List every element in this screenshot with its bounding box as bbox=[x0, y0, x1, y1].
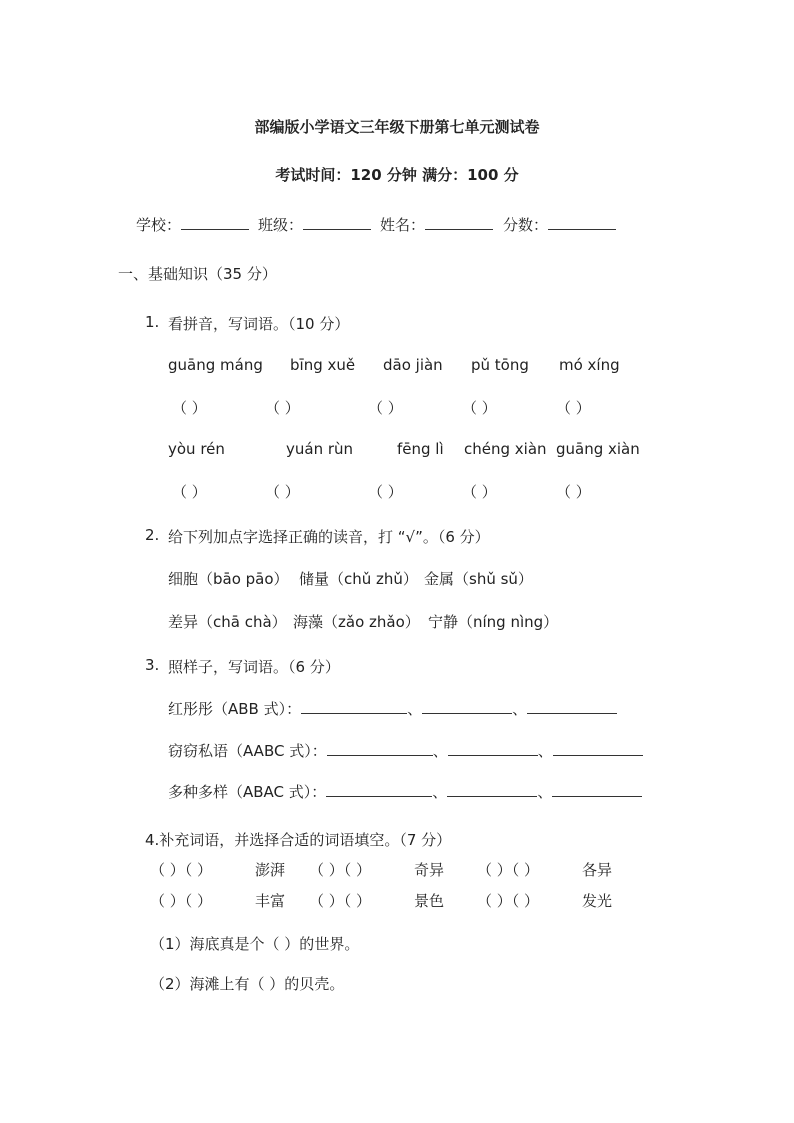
page-title: 部编版小学语文三年级下册第七单元测试卷 bbox=[254, 118, 540, 136]
field-name bbox=[380, 214, 493, 235]
answer-blank[interactable]: （ ） bbox=[556, 483, 591, 501]
pinyin-item: guāng máng bbox=[168, 356, 263, 374]
reading-choice[interactable]: 金属（shǔ sǔ） bbox=[424, 570, 533, 588]
pattern-label: 窃窃私语（AABC 式）： bbox=[168, 742, 327, 760]
word-blank[interactable] bbox=[422, 699, 512, 714]
score-blank[interactable] bbox=[548, 215, 616, 230]
word-blank[interactable] bbox=[327, 741, 433, 756]
pinyin-item: pǔ tōng bbox=[471, 356, 529, 374]
separator: 、 bbox=[432, 783, 448, 801]
pinyin-item: bīng xuě bbox=[290, 356, 356, 374]
class-blank[interactable] bbox=[303, 215, 371, 230]
fill-pair[interactable]: （ ）（ ） bbox=[309, 892, 372, 910]
word-item: 发光 bbox=[582, 892, 613, 910]
q1-number: 1. bbox=[145, 313, 160, 331]
field-class bbox=[258, 214, 371, 235]
separator: 、 bbox=[432, 742, 448, 760]
school-blank[interactable] bbox=[181, 215, 249, 230]
word-blank[interactable] bbox=[552, 782, 642, 797]
field-name-label: 姓名： bbox=[380, 216, 426, 234]
exam-info: 考试时间：120 分钟 满分：100 分 bbox=[275, 166, 519, 184]
pinyin-item: fēng lì bbox=[397, 440, 444, 458]
word-item: 景色 bbox=[414, 892, 445, 910]
q3-number: 3. bbox=[145, 656, 160, 674]
word-blank[interactable] bbox=[326, 782, 432, 797]
reading-choice[interactable]: 宁静（níng nìng） bbox=[428, 613, 559, 631]
reading-choice[interactable]: 海藻（zǎo zhǎo） bbox=[293, 613, 420, 631]
word-blank[interactable] bbox=[301, 699, 407, 714]
word-item: 奇异 bbox=[414, 861, 445, 879]
word-item: 各异 bbox=[582, 861, 613, 879]
word-blank[interactable] bbox=[448, 741, 538, 756]
word-blank[interactable] bbox=[447, 782, 537, 797]
pinyin-item: chéng xiàn bbox=[464, 440, 547, 458]
q2-number: 2. bbox=[145, 526, 160, 544]
q1-instruction: 看拼音，写词语。（10 分） bbox=[168, 315, 350, 333]
answer-blank[interactable]: （ ） bbox=[462, 399, 497, 417]
answer-blank[interactable]: （ ） bbox=[368, 399, 403, 417]
word-blank[interactable] bbox=[553, 741, 643, 756]
field-class-label: 班级： bbox=[258, 216, 304, 234]
pattern-label: 红彤彤（ABB 式）： bbox=[168, 700, 302, 718]
fill-pair[interactable]: （ ）（ ） bbox=[150, 861, 213, 879]
field-school-label: 学校： bbox=[136, 216, 182, 234]
separator: 、 bbox=[512, 700, 528, 718]
reading-choice[interactable]: 细胞（bāo pāo） bbox=[168, 570, 289, 588]
word-item: 丰富 bbox=[255, 892, 286, 910]
fill-pair[interactable]: （ ）（ ） bbox=[309, 861, 372, 879]
separator: 、 bbox=[537, 783, 553, 801]
answer-blank[interactable]: （ ） bbox=[556, 399, 591, 417]
reading-choice[interactable]: 差异（chā chà） bbox=[168, 613, 287, 631]
pattern-row bbox=[168, 698, 617, 719]
answer-blank[interactable]: （ ） bbox=[265, 399, 300, 417]
fill-pair[interactable]: （ ）（ ） bbox=[477, 892, 540, 910]
fill-pair[interactable]: （ ）（ ） bbox=[477, 861, 540, 879]
pinyin-item: yuán rùn bbox=[286, 440, 354, 458]
pinyin-item: dāo jiàn bbox=[383, 356, 443, 374]
field-score-label: 分数： bbox=[503, 216, 549, 234]
fill-sentence[interactable]: （2）海滩上有（ ）的贝壳。 bbox=[150, 975, 345, 993]
q4-instruction: 4.补充词语，并选择合适的词语填空。（7 分） bbox=[145, 831, 452, 849]
word-item: 澎湃 bbox=[255, 861, 286, 879]
fill-pair[interactable]: （ ）（ ） bbox=[150, 892, 213, 910]
fill-sentence[interactable]: （1）海底真是个（ ）的世界。 bbox=[150, 935, 360, 953]
pattern-label: 多种多样（ABAC 式）： bbox=[168, 783, 327, 801]
field-school bbox=[136, 214, 249, 235]
section-heading: 一、基础知识（35 分） bbox=[118, 265, 277, 283]
q2-instruction: 给下列加点字选择正确的读音，打 “√”。（6 分） bbox=[168, 528, 490, 546]
pinyin-item: yòu rén bbox=[168, 440, 225, 458]
answer-blank[interactable]: （ ） bbox=[462, 483, 497, 501]
answer-blank[interactable]: （ ） bbox=[172, 399, 207, 417]
q3-instruction: 照样子，写词语。（6 分） bbox=[168, 658, 340, 676]
separator: 、 bbox=[537, 742, 553, 760]
pattern-row bbox=[168, 740, 643, 761]
word-blank[interactable] bbox=[527, 699, 617, 714]
pinyin-item: guāng xiàn bbox=[556, 440, 640, 458]
field-score bbox=[503, 214, 616, 235]
pinyin-item: mó xíng bbox=[559, 356, 620, 374]
reading-choice[interactable]: 储量（chǔ zhǔ） bbox=[299, 570, 418, 588]
name-blank[interactable] bbox=[425, 215, 493, 230]
separator: 、 bbox=[407, 700, 423, 718]
answer-blank[interactable]: （ ） bbox=[172, 483, 207, 501]
pattern-row bbox=[168, 781, 642, 802]
answer-blank[interactable]: （ ） bbox=[265, 483, 300, 501]
answer-blank[interactable]: （ ） bbox=[368, 483, 403, 501]
